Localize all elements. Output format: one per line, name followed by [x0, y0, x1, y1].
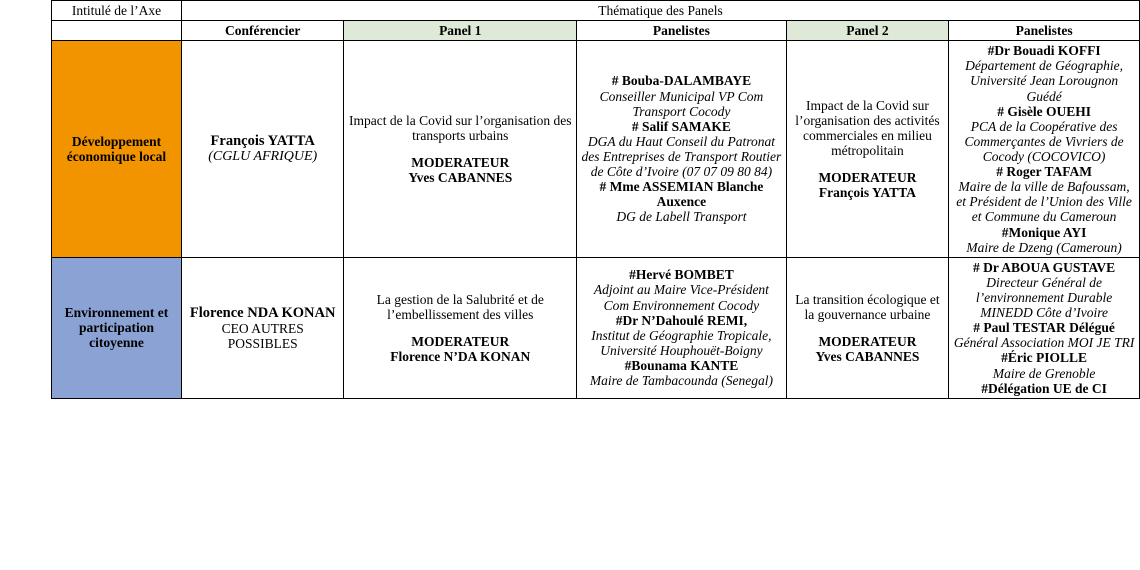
- header-col-conferencier: Conférencier: [181, 21, 343, 41]
- panel2-cell-2: [786, 257, 948, 398]
- speaker-org: (CGLU AFRIQUE): [208, 149, 318, 165]
- panel1-moderator-name: Florence N’DA KONAN: [390, 348, 531, 364]
- header-col-panel1: Panel 1: [344, 21, 577, 41]
- panelists1-cell-1: [577, 41, 787, 258]
- panelist-name: # Dr ABOUA GUSTAVE: [973, 259, 1116, 275]
- panelist-name: #Éric PIOLLE: [1001, 350, 1088, 366]
- table-row: [52, 257, 1140, 398]
- panel1-moderator-name: Yves CABANNES: [408, 170, 513, 186]
- table-row: [52, 41, 1140, 258]
- panelist-name: #Bounama KANTE: [624, 357, 739, 373]
- panelist-name: #Dr N’Dahoulé REMI,: [615, 312, 748, 328]
- panelist-name: # Mme ASSEMIAN Blanche Auxence: [599, 179, 764, 210]
- panelist-name: # Gisèle OUEHI: [997, 103, 1091, 119]
- panelists1-cell-2: [577, 257, 787, 398]
- panelist-role: Maire de Dzeng (Cameroun): [966, 239, 1122, 255]
- table-header-row: [52, 1, 1140, 21]
- panelist-name: # Roger TAFAM: [996, 164, 1092, 180]
- panelist-role: DG de Labell Transport: [616, 209, 747, 225]
- table-subheader-row: [52, 21, 1140, 41]
- header-thematic-title: Thématique des Panels: [181, 1, 1139, 21]
- panel1-topic: Impact de la Covid sur l’organisation des transports urbains: [349, 112, 572, 143]
- header-col-panelistes-2: Panelistes: [949, 21, 1140, 41]
- panelist-role: Directeur Général de l’environnement Durable MINEDD Côte d’Ivoire: [975, 274, 1113, 321]
- header-axis-blank: [52, 21, 182, 41]
- panel1-topic: La gestion de la Salubrité et de l’embellissement des villes: [376, 291, 544, 322]
- header-axis-title: Intitulé de l’Axe: [52, 1, 182, 21]
- panelist-role: Général Association MOI JE TRI: [953, 335, 1135, 351]
- speaker-org: CEO AUTRES POSSIBLES: [221, 320, 304, 351]
- panelist-name: #Dr Bouadi KOFFI: [987, 43, 1101, 59]
- panelist-role: Conseiller Municipal VP Com Transport Cocody: [599, 88, 764, 119]
- panelist-name: # Bouba-DALAMBAYE: [611, 73, 752, 89]
- panel2-topic: Impact de la Covid sur l’organisation des activités commerciales en milieu métropolitain: [795, 97, 940, 158]
- panelist-name: #Monique AYI: [1001, 224, 1087, 240]
- panel1-cell-1: [344, 41, 577, 258]
- panel1-cell-2: [344, 257, 577, 398]
- panelist-name: # Salif SAMAKE: [631, 118, 731, 134]
- panelist-role: Institut de Géographie Tropicale, Université Houphouët-Boigny: [591, 327, 772, 358]
- axis-cell-development: Développement économique local: [52, 41, 182, 258]
- panelist-role: Maire de la ville de Bafoussam, et Président de l’Union des Ville et Commune du Cameroun: [956, 179, 1132, 225]
- panel2-cell-1: [786, 41, 948, 258]
- panelist-role: Maire de Tambacounda (Senegal): [589, 373, 773, 389]
- speaker-cell-1: [181, 41, 343, 258]
- panelist-role: Département de Géographie, Université Jean Lorougnon Guédé: [965, 58, 1123, 104]
- header-col-panel2: Panel 2: [786, 21, 948, 41]
- panel2-moderator-name: François YATTA: [818, 185, 917, 201]
- panelists2-cell-1: [949, 41, 1140, 258]
- panelist-name: # Paul TESTAR Délégué: [973, 320, 1115, 336]
- speaker-name: François YATTA: [210, 133, 315, 150]
- axis-cell-environment: Environnement et participation citoyenne: [52, 257, 182, 398]
- panelists2-cell-2: [949, 257, 1140, 398]
- header-col-panelistes-1: Panelistes: [577, 21, 787, 41]
- speaker-cell-2: [181, 257, 343, 398]
- panelist-name: #Hervé BOMBET: [629, 267, 734, 283]
- panelist-role: Adjoint au Maire Vice-Président Com Environnement Cocody: [593, 282, 769, 313]
- panelist-role: DGA du Haut Conseil du Patronat des Entreprises de Transport Routier de Côte d’Ivoire (07 07 09 80 84): [581, 133, 782, 180]
- panel2-moderator-label: MODERATEUR: [818, 333, 917, 349]
- panel2-moderator-label: MODERATEUR: [818, 170, 917, 186]
- panel1-moderator-label: MODERATEUR: [411, 154, 510, 170]
- speaker-name: Florence NDA KONAN: [189, 304, 336, 321]
- panelist-role: PCA de la Coopérative des Commerçantes de Vivriers de Cocody (COCOVICO): [964, 118, 1124, 164]
- panel2-moderator-name: Yves CABANNES: [815, 348, 920, 364]
- panel2-topic: La transition écologique et la gouvernance urbaine: [795, 291, 940, 322]
- panel-schedule-table: [51, 0, 1140, 399]
- panel1-moderator-label: MODERATEUR: [411, 333, 510, 349]
- panelist-role: Maire de Grenoble: [992, 365, 1096, 381]
- panelist-name: #Délégation UE de CI: [981, 380, 1107, 396]
